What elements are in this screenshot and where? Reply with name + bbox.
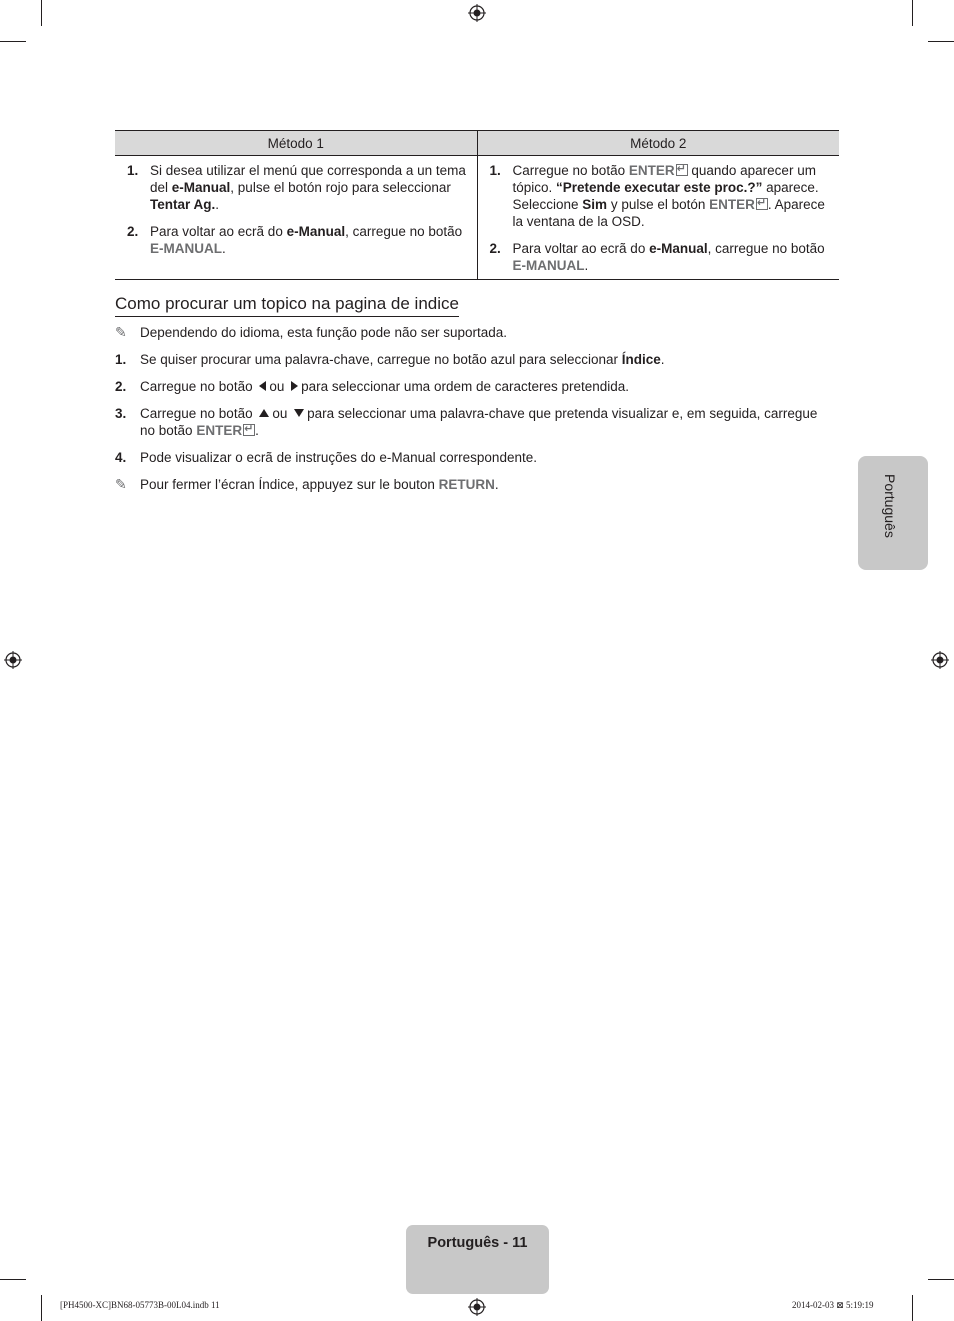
text-run: Para voltar ao ecrã do (512, 241, 650, 256)
emphasis-text: RETURN (438, 477, 495, 492)
crop-mark (912, 1295, 913, 1321)
table-row (115, 156, 839, 280)
step-text (140, 351, 665, 368)
text-run: aparece. Seleccione (512, 180, 819, 212)
step-text (140, 449, 537, 466)
text-run: para seleccionar uma ordem de caracteres pretendida. (301, 379, 630, 394)
step-text (140, 378, 629, 395)
text-run: ou (269, 379, 289, 394)
enter-icon (756, 198, 768, 210)
text-run: . (494, 477, 499, 492)
emphasis-text: E-MANUAL (150, 241, 222, 256)
instructions-list (115, 324, 827, 503)
step-number: 4. (115, 450, 127, 465)
emphasis-text: e-Manual (171, 180, 231, 195)
text-run: . (222, 241, 226, 256)
table-header-row (115, 131, 839, 156)
arrow-left-icon (259, 381, 266, 391)
emphasis-text: “Pretende executar este proc.?” (556, 180, 763, 195)
text-run: , pulse el botón rojo para seleccionar (230, 180, 451, 195)
method-2-cell (477, 156, 839, 280)
text-run: . (215, 197, 220, 212)
print-slug-left: [PH4500-XC]BN68-05773B-00L04.indb 11 (60, 1300, 220, 1310)
step-number: 2. (127, 224, 139, 239)
emphasis-text: e-Manual (286, 224, 346, 239)
list-item (490, 162, 830, 230)
arrow-up-icon (259, 409, 269, 417)
text-run: . Aparece la ventana de la OSD. (512, 197, 825, 229)
note-text (140, 476, 499, 493)
text-run: quando aparecer um tópico. (512, 163, 816, 195)
emphasis-text: e-Manual (649, 241, 708, 256)
note-item (115, 476, 827, 493)
step-number: 3. (115, 406, 127, 421)
list-item (115, 449, 827, 466)
text-run: . (660, 352, 665, 367)
text-run: Carregue no botão (140, 406, 257, 421)
emphasis-text: ENTER (196, 423, 243, 438)
registration-mark-icon (931, 651, 949, 669)
arrow-right-icon (291, 381, 298, 391)
list-item (490, 240, 830, 274)
crop-mark (928, 1279, 954, 1280)
step-number: 2. (489, 241, 501, 256)
emphasis-text: ENTER (709, 197, 755, 212)
step-number: 1. (127, 163, 139, 178)
emphasis-text: Tentar Ag. (150, 197, 216, 212)
page-number-label: Português - 11 (427, 1235, 528, 1251)
step-text (513, 240, 830, 274)
table-header-method-2: Método 2 (477, 131, 839, 156)
step-number: 1. (115, 352, 127, 367)
step-text (140, 405, 827, 439)
note-item (115, 324, 827, 341)
methods-table (115, 130, 839, 280)
enter-icon (243, 424, 255, 436)
list-item (115, 405, 827, 439)
note-icon: ✎ (115, 324, 127, 340)
text-run: ou (272, 406, 292, 421)
crop-mark (0, 1279, 26, 1280)
section-title: Como procurar um topico na pagina de indice (115, 294, 459, 317)
crop-mark (0, 41, 26, 42)
arrow-down-icon (294, 409, 304, 417)
step-number: 1. (489, 163, 501, 178)
steps-container (115, 351, 827, 466)
text-run: , carregue no botão (707, 241, 825, 256)
language-side-tab-label: Português (882, 474, 898, 538)
step-number: 2. (115, 379, 127, 394)
text-run: Para voltar ao ecrã do (150, 224, 287, 239)
list-item (127, 223, 467, 257)
text-run: Si desea utilizar el menú que corresponda a un tema del (150, 163, 466, 195)
language-side-tab (858, 456, 928, 570)
emphasis-text: Sim (582, 197, 608, 212)
method-1-steps (127, 162, 467, 257)
registration-mark-icon (4, 651, 22, 669)
text-run: para seleccionar uma palavra-chave que pretenda visualizar e, em seguida, carregue no botão (140, 406, 818, 438)
registration-mark-icon (468, 4, 486, 22)
print-slug-right: 2014-02-03 ⊠ 5:19:19 (792, 1300, 874, 1310)
note-text: Dependendo do idioma, esta função pode não ser suportada. (140, 325, 508, 340)
emphasis-text: Índice (621, 352, 661, 367)
page-number-tab (406, 1225, 549, 1294)
crop-mark (41, 0, 42, 26)
text-run: Se quiser procurar uma palavra-chave, carregue no botão azul para seleccionar (140, 352, 622, 367)
list-item (115, 351, 827, 368)
enter-icon (676, 164, 688, 176)
text-run: Carregue no botão (140, 379, 257, 394)
emphasis-text: E-MANUAL (512, 258, 585, 273)
note-icon: ✎ (115, 476, 127, 492)
registration-mark-icon (468, 1298, 486, 1316)
text-run: Pode visualizar o ecrã de instruções do e-Manual correspondente. (140, 450, 537, 465)
text-run: , carregue no botão (345, 224, 463, 239)
text-run: Carregue no botão (512, 163, 629, 178)
method-1-cell (115, 156, 477, 280)
text-run: . (584, 258, 589, 273)
step-text (513, 162, 830, 230)
table-header-method-1: Método 1 (115, 131, 477, 156)
crop-mark (928, 41, 954, 42)
crop-mark (912, 0, 913, 26)
step-text (150, 223, 467, 257)
emphasis-text: ENTER (628, 163, 675, 178)
list-item (115, 378, 827, 395)
text-run: . (255, 423, 259, 438)
method-2-steps (490, 162, 830, 274)
step-text (150, 162, 467, 213)
text-run: Pour fermer l’écran Índice, appuyez sur le bouton (140, 477, 439, 492)
text-run: y pulse el botón (607, 197, 710, 212)
crop-mark (41, 1295, 42, 1321)
list-item (127, 162, 467, 213)
